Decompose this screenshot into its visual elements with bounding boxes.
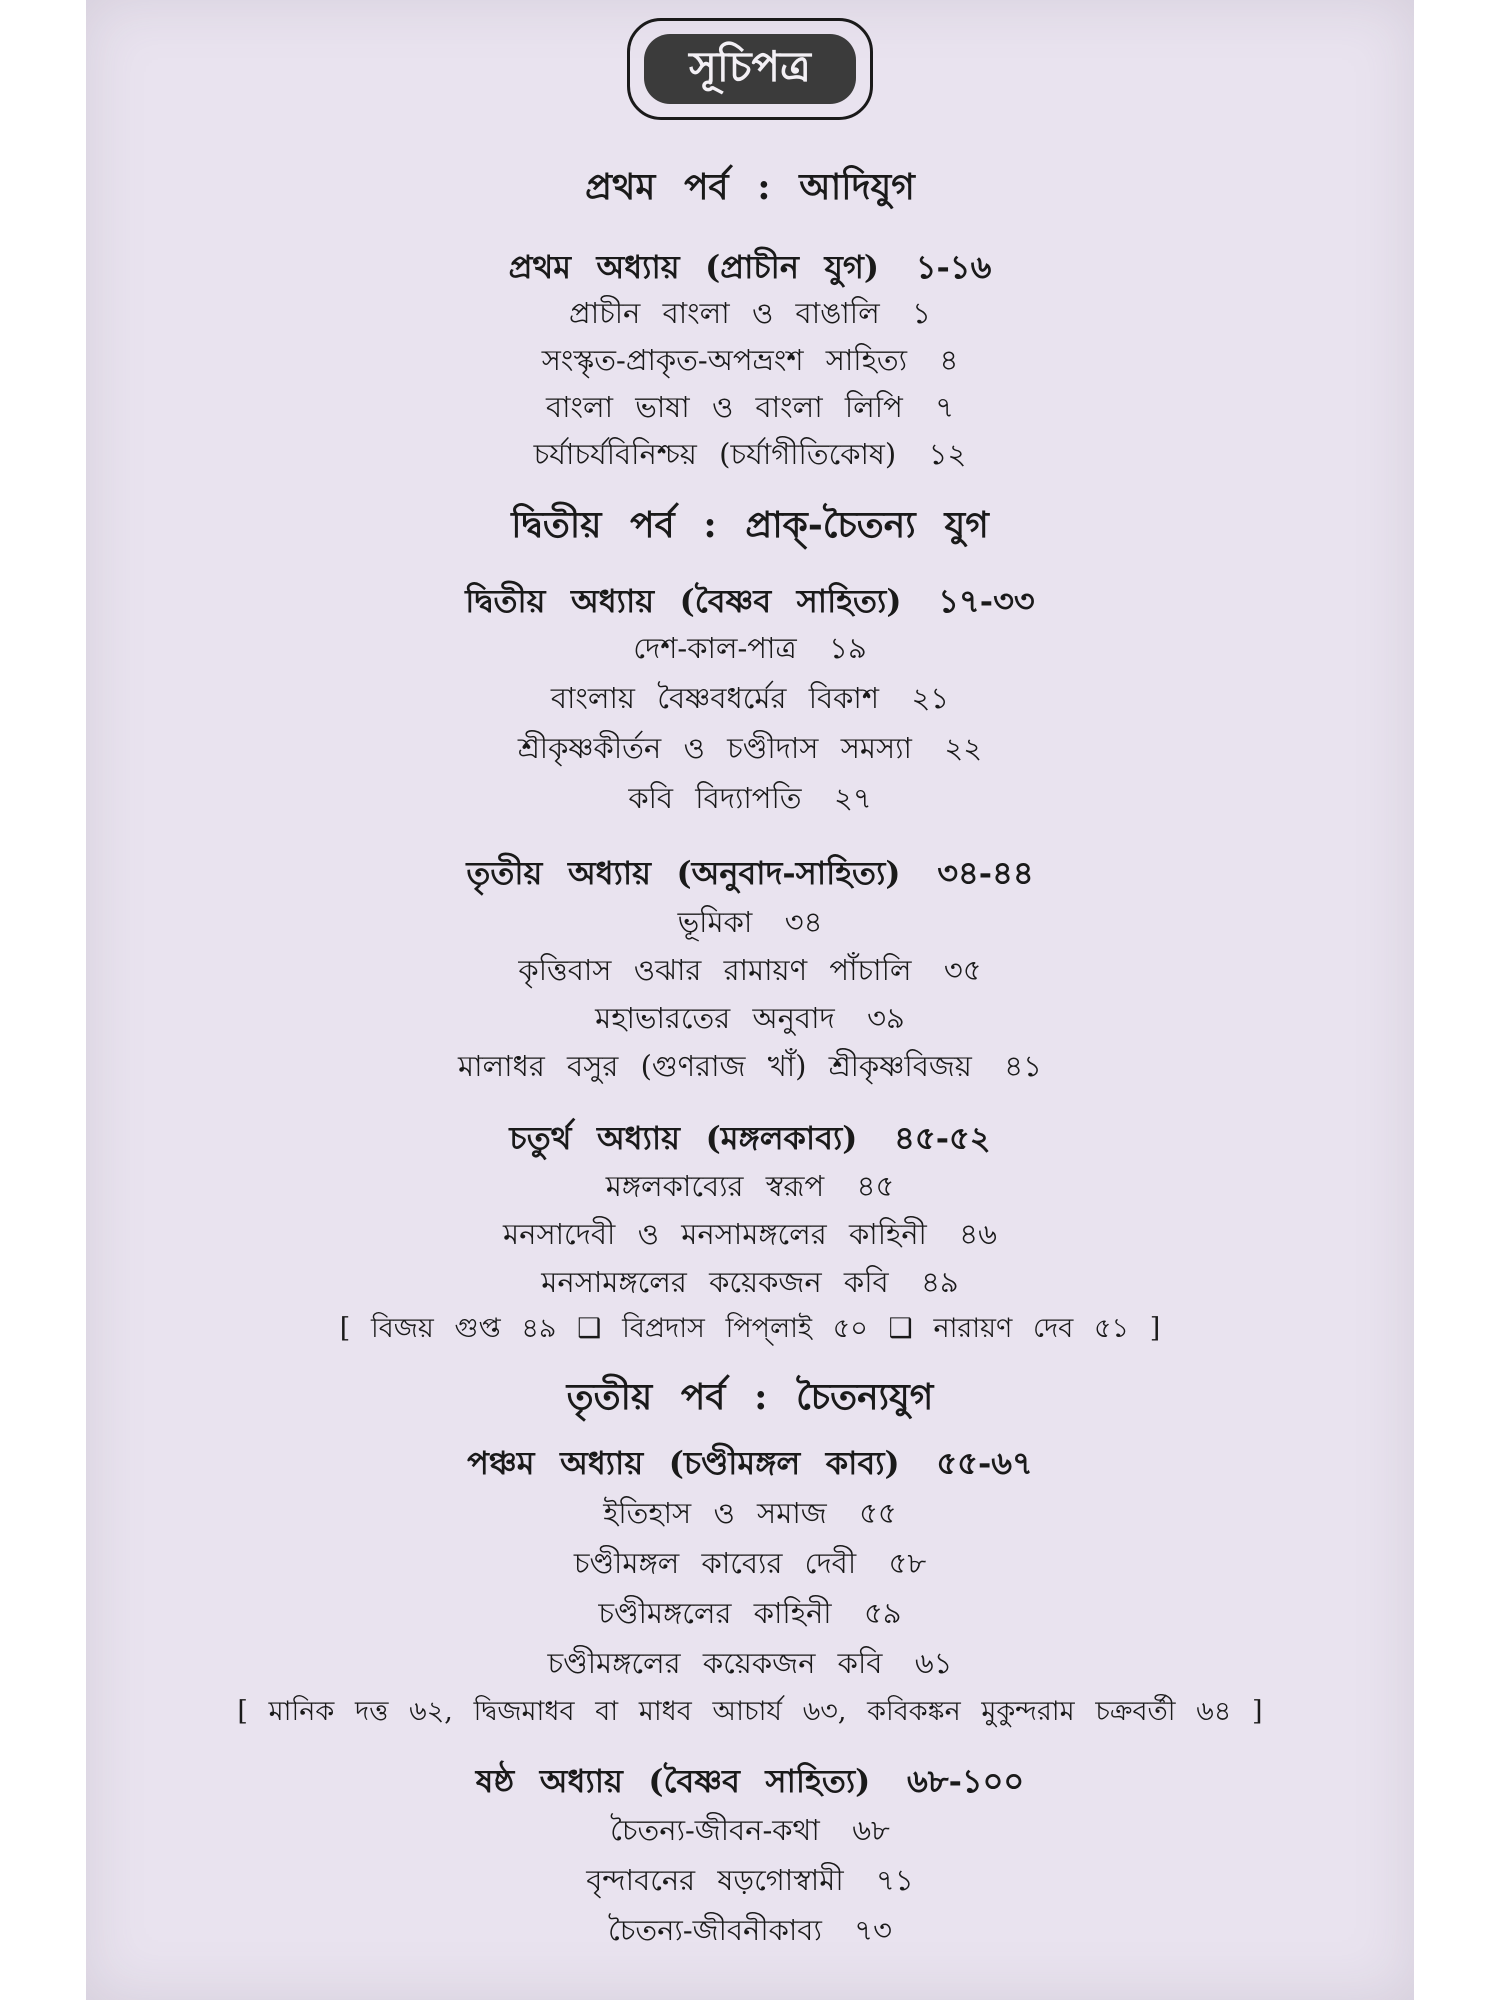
- toc-entry: [86, 948, 1414, 997]
- entry-page: ৭৩: [854, 1913, 893, 1947]
- chapter-page-range: ১-১৬: [915, 248, 992, 286]
- entry-page: ১২: [928, 437, 967, 471]
- entry-title: চণ্ডীমঙ্গলের কয়েকজন কবি: [547, 1646, 883, 1680]
- toc-entry: [86, 676, 1414, 725]
- entry-title: বৃন্দাবনের ষড়গোস্বামী: [586, 1863, 844, 1897]
- part-heading: দ্বিতীয় পর্ব : প্রাক্-চৈতন্য যুগ: [511, 504, 989, 546]
- entry-title: মনসামঙ্গলের কয়েকজন কবি: [541, 1265, 889, 1299]
- toc-entry: [86, 1044, 1414, 1093]
- entry-page: ৭১: [876, 1863, 914, 1897]
- chapter-heading: [86, 1113, 1414, 1167]
- toc-entry: [86, 1491, 1414, 1540]
- entry-title: ইতিহাস ও সমাজ: [603, 1496, 827, 1530]
- entry-page: ৪১: [1004, 1049, 1042, 1083]
- toc-entry: [86, 996, 1414, 1045]
- toc-entry: [86, 1908, 1414, 1957]
- toc-entry: [86, 291, 1414, 340]
- toc-entry: [86, 338, 1414, 387]
- entry-title: শ্রীকৃষ্ণকীর্তন ও চণ্ডীদাস সমস্যা: [517, 731, 912, 765]
- chapter-title: ষষ্ঠ অধ্যায় (বৈষ্ণব সাহিত্য): [475, 1762, 871, 1800]
- entry-page: ৪: [939, 343, 959, 377]
- toc-entry: [86, 1212, 1414, 1261]
- entry-page: ৬৮: [852, 1813, 890, 1847]
- chapter-heading: [86, 848, 1414, 902]
- chapter-heading: [86, 1756, 1414, 1810]
- entry-title: চর্যাচর্যবিনিশ্চয় (চর্যাগীতিকোষ): [533, 437, 897, 471]
- toc-entry: [86, 726, 1414, 775]
- entry-title: মহাভারতের অনুবাদ: [595, 1001, 835, 1035]
- entry-title: সংস্কৃত-প্রাকৃত-অপভ্রংশ সাহিত্য: [541, 343, 908, 377]
- chapter-title: তৃতীয় অধ্যায় (অনুবাদ-সাহিত্য): [466, 854, 901, 892]
- entry-title: চণ্ডীমঙ্গলের কাহিনী: [598, 1596, 832, 1630]
- chapter-page-range: ১৭-৩৩: [938, 582, 1035, 620]
- chapter-title: পঞ্চম অধ্যায় (চণ্ডীমঙ্গল কাব্য): [467, 1444, 900, 1482]
- book-page: [86, 0, 1414, 2000]
- entry-title: মনসাদেবী ও মনসামঙ্গলের কাহিনী: [503, 1217, 927, 1251]
- entry-title: প্রাচীন বাংলা ও বাঙালি: [569, 296, 880, 330]
- entry-title: কবি বিদ্যাপতি: [628, 781, 802, 815]
- entry-title: কৃত্তিবাস ওঝার রামায়ণ পাঁচালি: [518, 953, 912, 987]
- entry-page: ৪৫: [856, 1169, 895, 1203]
- chapter-heading: [86, 242, 1414, 296]
- page-title: সূচিপত্র: [644, 34, 856, 104]
- toc-entry: [86, 1591, 1414, 1640]
- entry-title: বাংলায় বৈষ্ণবধর্মের বিকাশ: [550, 681, 880, 715]
- toc-entry: [86, 1164, 1414, 1213]
- toc-entry: [86, 1641, 1414, 1690]
- sub-note: [ বিজয় গুপ্ত ৪৯ ❑ বিপ্রদাস পিপ্‌লাই ৫০ ❑ নারায়ণ দেব ৫১ ]: [339, 1313, 1161, 1344]
- entry-page: ২২: [944, 731, 983, 765]
- entry-page: ৪৯: [921, 1265, 959, 1299]
- chapter-page-range: ৫৫-৬৭: [936, 1444, 1033, 1482]
- chapter-title: প্রথম অধ্যায় (প্রাচীন যুগ): [508, 248, 880, 286]
- entry-title: চণ্ডীমঙ্গল কাব্যের দেবী: [573, 1546, 857, 1580]
- chapter-heading: [86, 1438, 1414, 1492]
- entry-page: ৬১: [914, 1646, 953, 1680]
- entry-title: চৈতন্য-জীবন-কথা: [610, 1813, 820, 1847]
- chapter-page-range: ৬৮-১০০: [907, 1762, 1025, 1800]
- entry-page: ৫৯: [863, 1596, 902, 1630]
- sub-note: [ মানিক দত্ত ৬২, দ্বিজমাধব বা মাধব আচার্য ৬৩, কবিকঙ্কন মুকুন্দরাম চক্রবর্তী ৬৪ ]: [237, 1696, 1263, 1727]
- toc-entry: [86, 626, 1414, 675]
- entry-title: চৈতন্য-জীবনীকাব্য: [607, 1913, 822, 1947]
- entry-page: ২৭: [833, 781, 872, 815]
- toc-entry: [86, 1541, 1414, 1590]
- entry-page: ৩৯: [867, 1001, 905, 1035]
- entry-title: ভূমিকা: [677, 905, 753, 939]
- part-heading: প্রথম পর্ব : আদিযুগ: [585, 166, 915, 208]
- toc-entry: [86, 1260, 1414, 1309]
- chapter-title: চতুর্থ অধ্যায় (মঙ্গলকাব্য): [509, 1119, 858, 1157]
- entry-page: ৩৫: [943, 953, 982, 987]
- toc-entry: [86, 776, 1414, 825]
- entry-page: ১৯: [829, 631, 867, 665]
- entry-page: ৭: [935, 390, 955, 424]
- chapter-page-range: ৩৪-৪৪: [937, 854, 1034, 892]
- chapter-title: দ্বিতীয় অধ্যায় (বৈষ্ণব সাহিত্য): [465, 582, 902, 620]
- chapter-heading: [86, 576, 1414, 630]
- chapter-page-range: ৪৫-৫২: [894, 1119, 991, 1157]
- toc-entry: [86, 900, 1414, 949]
- header: [86, 18, 1414, 120]
- title-frame: [627, 18, 873, 120]
- entry-page: ৩৪: [784, 905, 823, 939]
- entry-page: ৫৮: [888, 1546, 927, 1580]
- entry-page: ৪৬: [959, 1217, 997, 1251]
- entry-title: মঙ্গলকাব্যের স্বরূপ: [605, 1169, 825, 1203]
- entry-title: মালাধর বসুর (গুণরাজ খাঁ) শ্রীকৃষ্ণবিজয়: [458, 1049, 972, 1083]
- toc-entry: [86, 1858, 1414, 1907]
- entry-page: ১: [912, 296, 931, 330]
- entry-page: ২১: [911, 681, 950, 715]
- entry-page: ৫৫: [859, 1496, 897, 1530]
- entry-title: দেশ-কাল-পাত্র: [633, 631, 797, 665]
- toc-entry: [86, 1808, 1414, 1857]
- toc-entry: [86, 432, 1414, 481]
- entry-title: বাংলা ভাষা ও বাংলা লিপি: [545, 390, 903, 424]
- toc-entry: [86, 385, 1414, 434]
- part-heading: তৃতীয় পর্ব : চৈতন্যযুগ: [566, 1376, 934, 1418]
